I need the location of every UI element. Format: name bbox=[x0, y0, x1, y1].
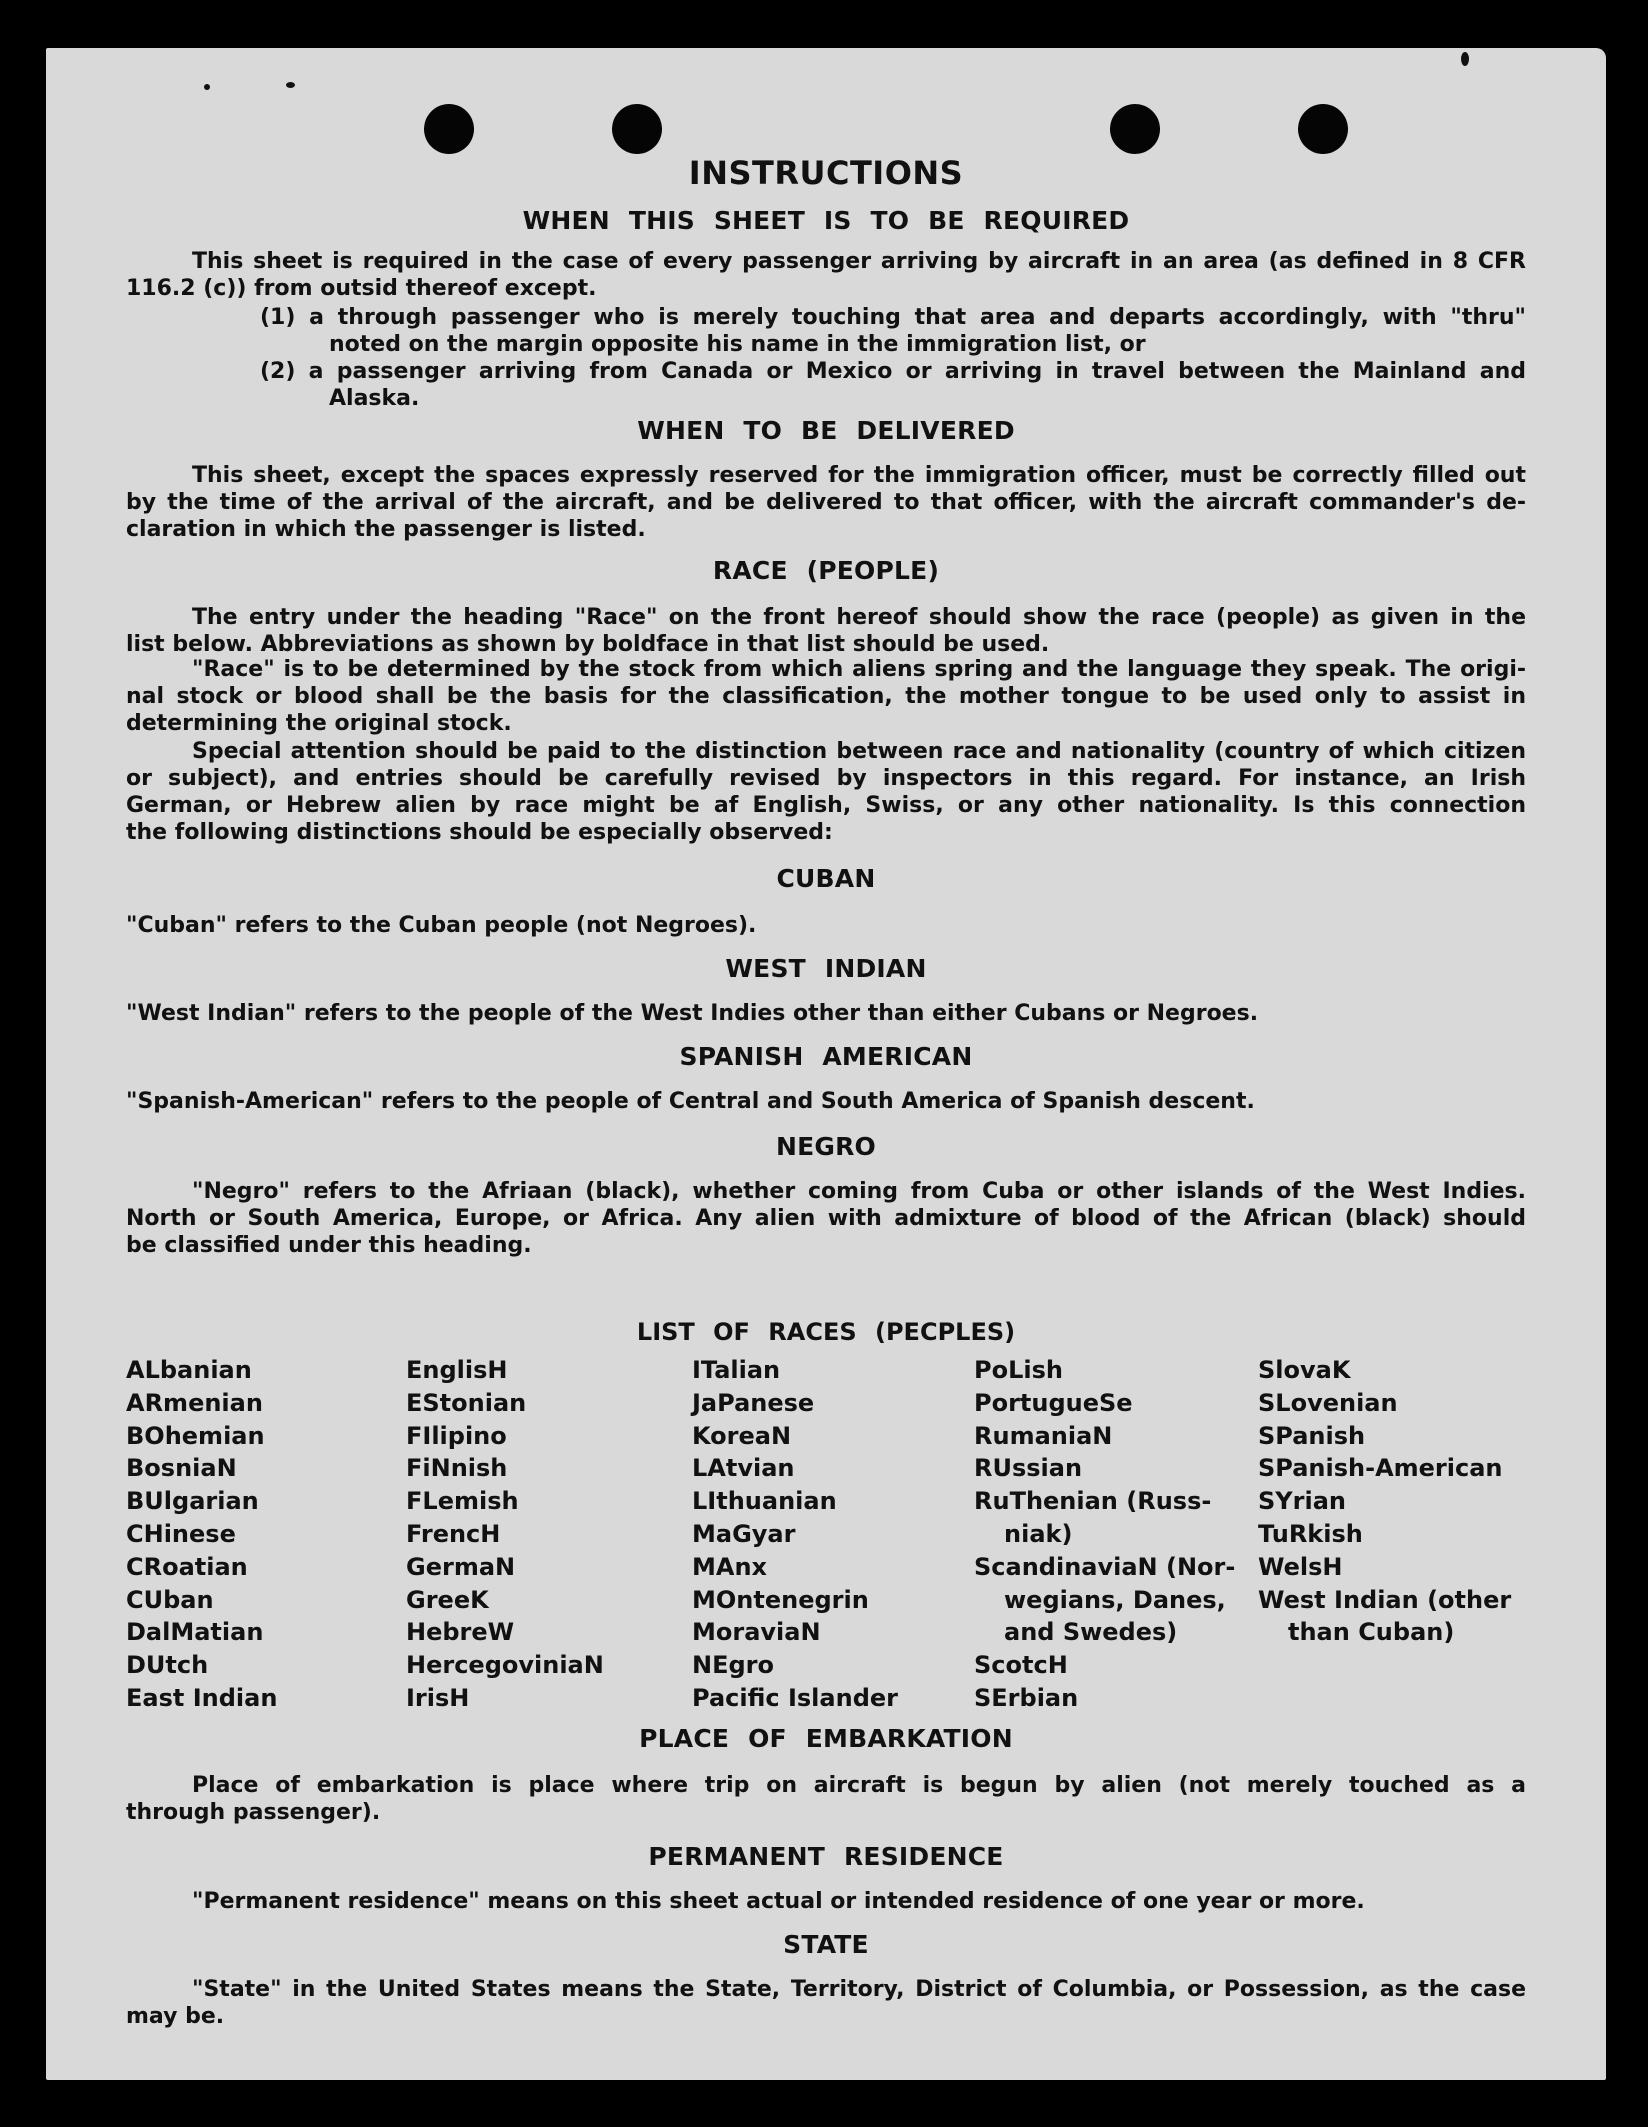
text-line: claration in which the passenger is listed. bbox=[126, 517, 646, 542]
race-item: WelsH bbox=[1258, 1552, 1343, 1581]
heading-when-delivered: WHEN TO BE DELIVERED bbox=[637, 416, 1015, 445]
text-line: "Permanent residence" means on this sheet actual or intended residence of one year or more. bbox=[192, 1889, 1365, 1914]
race-item: BosniaN bbox=[126, 1454, 237, 1483]
heading-spanish-american: SPANISH AMERICAN bbox=[679, 1042, 973, 1071]
heading-permanent-residence: PERMANENT RESIDENCE bbox=[648, 1842, 1004, 1871]
heading-race: RACE (PEOPLE) bbox=[712, 556, 940, 585]
heading-negro: NEGRO bbox=[775, 1132, 877, 1161]
races-column-2 bbox=[406, 1354, 676, 1715]
race-item: ITalian bbox=[692, 1356, 781, 1384]
heading-cuban: CUBAN bbox=[776, 864, 876, 893]
text-line: Alaska. bbox=[329, 386, 420, 411]
race-item: RuThenian (Russ- bbox=[974, 1487, 1212, 1516]
race-item: GreeK bbox=[406, 1585, 489, 1614]
race-item: PoLish bbox=[974, 1356, 1063, 1384]
race-item: SlovaK bbox=[1258, 1356, 1351, 1384]
race-item: IrisH bbox=[406, 1683, 470, 1712]
page-title: INSTRUCTIONS bbox=[688, 154, 964, 192]
exception-item-2: (2) a passenger arriving from Canada or Mexico or arriving in travel between the Mainland and bbox=[260, 359, 1526, 384]
punch-hole bbox=[1298, 104, 1348, 154]
exception-item-1: (1) a through passenger who is merely touching that area and departs accordingly, with "thru" bbox=[260, 305, 1526, 330]
race-item: BUlgarian bbox=[126, 1487, 259, 1516]
text-line: may be. bbox=[126, 2004, 225, 2029]
race-item: JaPanese bbox=[692, 1388, 815, 1417]
text-line: list below. Abbreviations as shown by boldface in that list should be used. bbox=[126, 632, 1050, 657]
races-column-1 bbox=[126, 1354, 396, 1715]
race-item: SYrian bbox=[1258, 1487, 1347, 1516]
race-item: EStonian bbox=[406, 1388, 527, 1417]
text-line: "Race" is to be determined by the stock from which aliens spring and the language they speak. The origi- bbox=[192, 657, 1526, 682]
text-line: by the time of the arrival of the aircraft, and be delivered to that officer, with the aircraft commander's de- bbox=[126, 490, 1526, 515]
race-item: EnglisH bbox=[406, 1356, 508, 1384]
race-item: ScotcH bbox=[974, 1651, 1068, 1680]
race-item: TuRkish bbox=[1258, 1519, 1363, 1548]
race-item: FrencH bbox=[406, 1519, 501, 1548]
race-item: and Swedes) bbox=[1004, 1618, 1178, 1647]
text-line: determining the original stock. bbox=[126, 711, 512, 736]
race-item: niak) bbox=[1004, 1519, 1073, 1548]
races-column-5 bbox=[1258, 1354, 1528, 1649]
race-item: ScandinaviaN (Nor- bbox=[974, 1552, 1236, 1581]
race-item: HebreW bbox=[406, 1618, 515, 1647]
race-item: KoreaN bbox=[692, 1421, 792, 1450]
text-line: The entry under the heading "Race" on the front hereof should show the race (people) as given in the bbox=[192, 605, 1526, 630]
text-line: This sheet is required in the case of every passenger arriving by aircraft in an area (as defined in 8 CFR bbox=[192, 249, 1526, 274]
text-line: be classified under this heading. bbox=[126, 1233, 532, 1258]
race-item: PortugueSe bbox=[974, 1388, 1133, 1417]
race-item: MOntenegrin bbox=[692, 1585, 869, 1614]
text-line: Special attention should be paid to the distinction between race and nationality (country of which citizen bbox=[192, 739, 1526, 764]
race-item: BOhemian bbox=[126, 1421, 265, 1450]
text-line: This sheet, except the spaces expressly reserved for the immigration officer, must be correctly filled out bbox=[192, 463, 1526, 488]
race-item: LIthuanian bbox=[692, 1487, 837, 1516]
text-line: "Negro" refers to the Afriaan (black), whether coming from Cuba or other islands of the West Indies. bbox=[192, 1179, 1526, 1204]
text-line: "West Indian" refers to the people of the West Indies other than either Cubans or Negroes. bbox=[126, 1001, 1259, 1026]
race-item: SPanish bbox=[1258, 1421, 1366, 1450]
race-item: RumaniaN bbox=[974, 1421, 1113, 1450]
text-line: "Spanish-American" refers to the people of Central and South America of Spanish descent. bbox=[126, 1089, 1255, 1114]
text-line: the following distinctions should be especially observed: bbox=[126, 820, 833, 845]
race-item: DalMatian bbox=[126, 1618, 264, 1647]
race-item: East Indian bbox=[126, 1683, 278, 1712]
heading-state: STATE bbox=[783, 1930, 869, 1959]
text-line: German, or Hebrew alien by race might be af English, Swiss, or any other nationality. Is this connection bbox=[126, 793, 1526, 818]
heading-when-required: WHEN THIS SHEET IS TO BE REQUIRED bbox=[522, 206, 1130, 235]
text-line: Place of embarkation is place where trip on aircraft is begun by alien (not merely touched as a bbox=[192, 1773, 1526, 1798]
race-item: DUtch bbox=[126, 1651, 209, 1680]
heading-west-indian: WEST INDIAN bbox=[725, 954, 927, 983]
punch-hole bbox=[1110, 104, 1160, 154]
race-item: SErbian bbox=[974, 1683, 1079, 1712]
race-item: LAtvian bbox=[692, 1454, 795, 1483]
race-item: FLemish bbox=[406, 1487, 519, 1516]
text-line: 116.2 (c)) from outsid thereof except. bbox=[126, 276, 597, 301]
race-item: MoraviaN bbox=[692, 1618, 821, 1647]
punch-hole bbox=[612, 104, 662, 154]
race-item: CUban bbox=[126, 1585, 214, 1614]
punch-hole bbox=[424, 104, 474, 154]
speck bbox=[1461, 52, 1469, 66]
text-line: "State" in the United States means the State, Territory, District of Columbia, or Possession, as the case bbox=[192, 1977, 1526, 2002]
text-line: nal stock or blood shall be the basis for the classification, the mother tongue to be used only to assist in bbox=[126, 684, 1526, 709]
race-item: ARmenian bbox=[126, 1388, 263, 1417]
race-item: than Cuban) bbox=[1288, 1618, 1455, 1647]
race-item: MAnx bbox=[692, 1552, 768, 1581]
race-item: FIlipino bbox=[406, 1421, 507, 1450]
race-item: wegians, Danes, bbox=[1004, 1585, 1226, 1614]
race-item: HercegoviniaN bbox=[406, 1651, 604, 1680]
race-item: CHinese bbox=[126, 1519, 236, 1548]
text-line: or subject), and entries should be carefully revised by inspectors in this regard. For instance, an Irish bbox=[126, 766, 1526, 791]
paragraph-required bbox=[126, 248, 1526, 276]
text-line: noted on the margin opposite his name in the immigration list, or bbox=[329, 332, 1146, 357]
speck bbox=[286, 82, 295, 88]
race-item: SPanish-American bbox=[1258, 1454, 1503, 1483]
race-item: NEgro bbox=[692, 1651, 774, 1680]
race-item: SLovenian bbox=[1258, 1388, 1398, 1417]
text-line: through passenger). bbox=[126, 1800, 381, 1825]
races-column-3 bbox=[692, 1354, 962, 1715]
text-line: "Cuban" refers to the Cuban people (not Negroes). bbox=[126, 913, 757, 938]
race-item: ALbanian bbox=[126, 1356, 252, 1384]
race-item: RUssian bbox=[974, 1454, 1083, 1483]
race-item: FiNnish bbox=[406, 1454, 508, 1483]
heading-embarkation: PLACE OF EMBARKATION bbox=[639, 1724, 1013, 1753]
race-item: MaGyar bbox=[692, 1519, 796, 1548]
race-item: CRoatian bbox=[126, 1552, 248, 1581]
speck bbox=[204, 84, 210, 90]
heading-list-of-races: LIST OF RACES (PECPLES) bbox=[636, 1318, 1016, 1346]
race-item: West Indian (other bbox=[1258, 1585, 1512, 1614]
race-item: GermaN bbox=[406, 1552, 516, 1581]
document-page bbox=[46, 48, 1606, 2080]
races-column-4 bbox=[974, 1354, 1244, 1715]
race-item: Pacific Islander bbox=[692, 1683, 898, 1712]
text-line: North or South America, Europe, or Africa. Any alien with admixture of blood of the African (black) should bbox=[126, 1206, 1526, 1231]
